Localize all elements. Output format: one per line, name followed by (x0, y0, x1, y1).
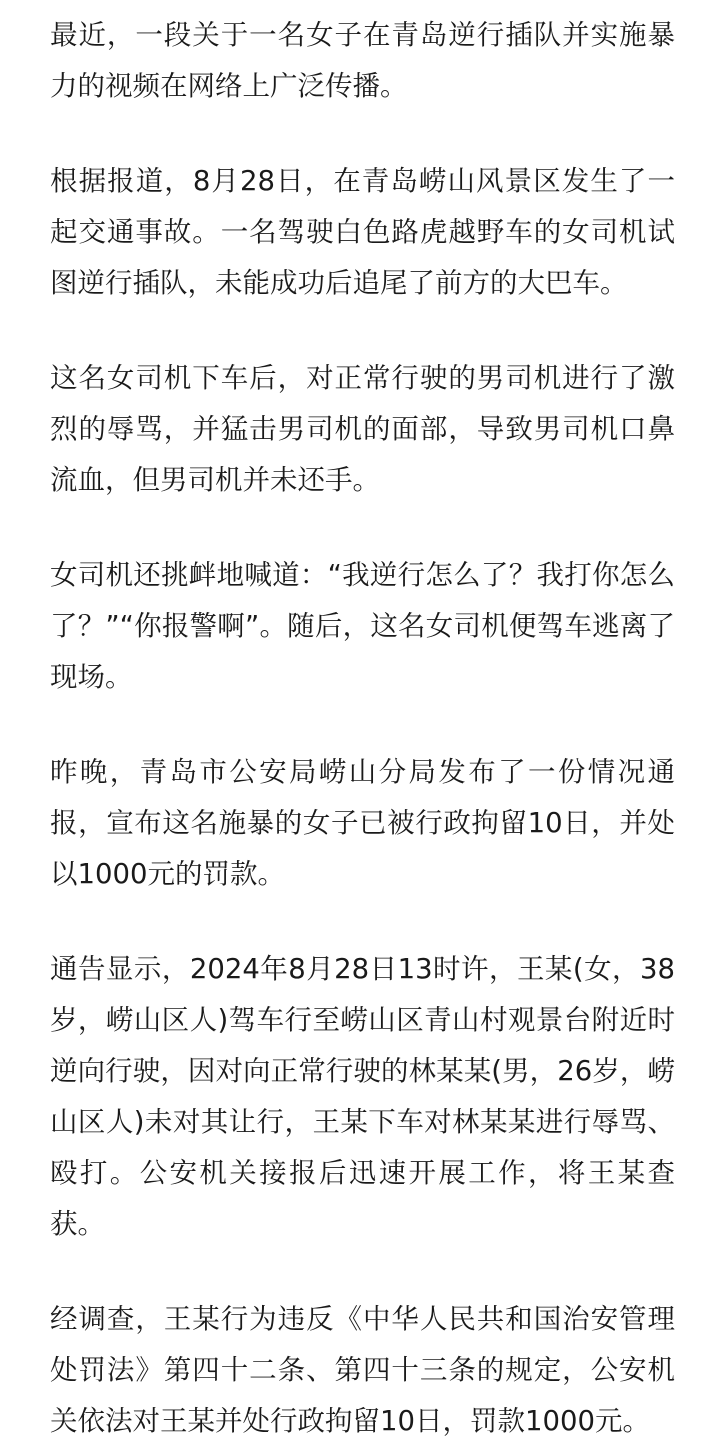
paragraph-6: 通告显示，2024年8月28日13时许，王某(女，38岁，崂山区人)驾车行至崂山区青山村观景台附近时逆向行驶，因对向正常行驶的林某某(男，26岁，崂山区人)未对其让行，王某下车对林某某进行辱骂、殴打。公安机关接报后迅速开展工作，将王某查获。 (50, 953, 675, 1240)
paragraph-3: 这名女司机下车后，对正常行驶的男司机进行了激烈的辱骂，并猛击男司机的面部，导致男司机口鼻流血，但男司机并未还手。 (50, 362, 675, 496)
paragraph-5: 昨晚，青岛市公安局崂山分局发布了一份情况通报，宣布这名施暴的女子已被行政拘留10日，并处以1000元的罚款。 (50, 756, 675, 890)
article-body (50, 10, 675, 1447)
paragraph-4: 女司机还挑衅地喊道：“我逆行怎么了？我打你怎么了？”“你报警啊”。随后，这名女司机便驾车逃离了现场。 (50, 559, 675, 693)
paragraph-7: 经调查，王某行为违反《中华人民共和国治安管理处罚法》第四十二条、第四十三条的规定，公安机关依法对王某并处行政拘留10日，罚款1000元。 (50, 1303, 675, 1437)
paragraph-2: 根据报道，8月28日，在青岛崂山风景区发生了一起交通事故。一名驾驶白色路虎越野车的女司机试图逆行插队，未能成功后追尾了前方的大巴车。 (50, 165, 675, 299)
paragraph-1: 最近，一段关于一名女子在青岛逆行插队并实施暴力的视频在网络上广泛传播。 (50, 19, 675, 102)
